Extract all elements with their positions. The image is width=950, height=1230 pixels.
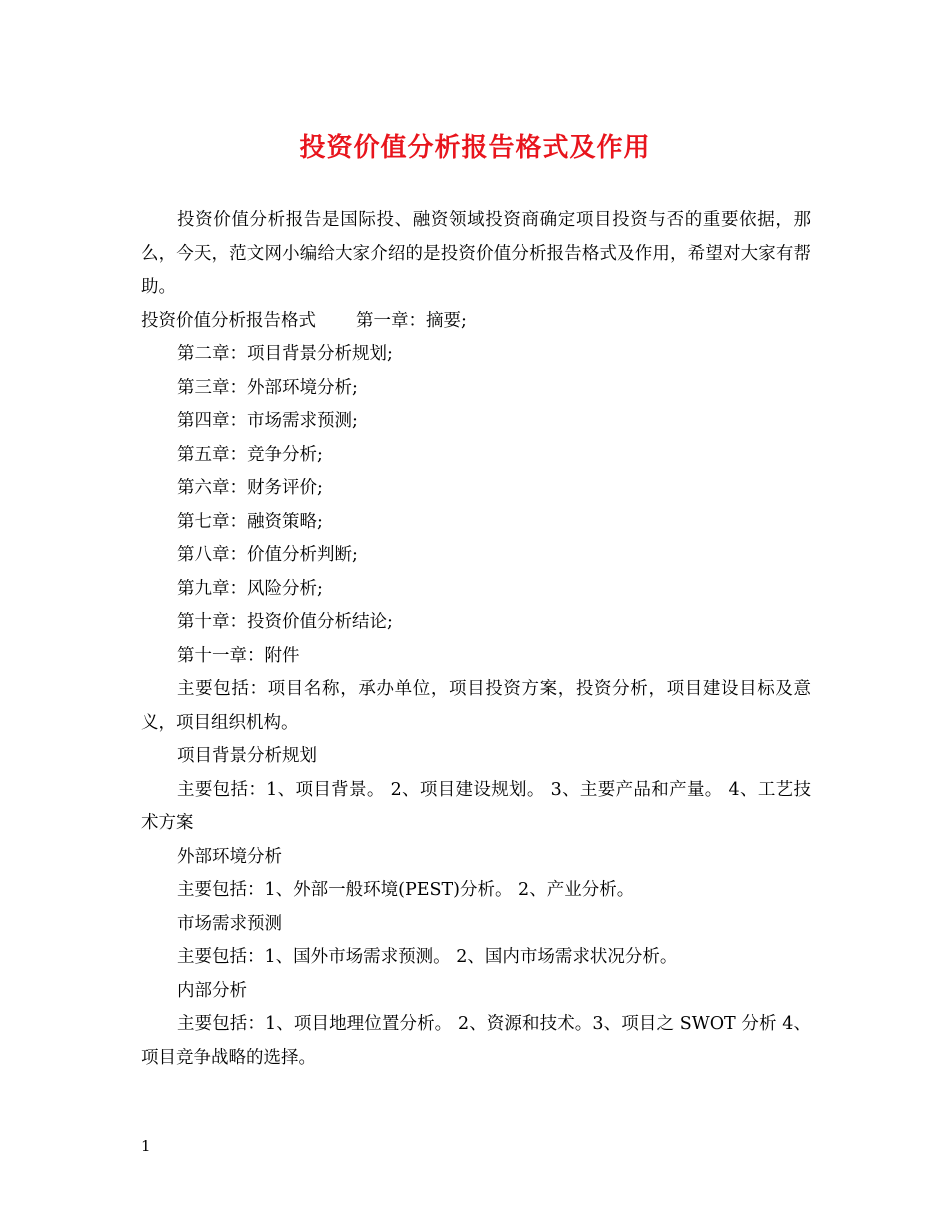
section-contents: 主要包括：1、项目背景。 2、项目建设规划。 3、主要产品和产量。 4、工艺技术方案 [141,779,811,833]
section-heading: 项目背景分析规划 [177,746,317,766]
section-heading: 市场需求预测 [177,913,282,934]
section-contents: 主要包括：1、项目地理位置分析。 2、资源和技术。3、项目之 SWOT 分析 4、项目竞争战略的选择。 [141,1014,811,1068]
chapter-item: 第七章：融资策略; [177,511,323,532]
section-contents: 主要包括：1、国外市场需求预测。 2、国内市场需求状况分析。 [177,947,678,967]
chapter-item: 第三章：外部环境分析; [177,377,358,398]
document-title: 投资价值分析报告格式及作用 [299,133,651,163]
chapter-item: 第八章：价值分析判断; [177,545,358,565]
document-body [141,204,811,1075]
chapter-item: 第二章：项目背景分析规划; [177,344,393,364]
summary-contents: 主要包括：项目名称，承办单位，项目投资方案，投资分析，项目建设目标及意义，项目组织机构。 [141,679,811,733]
chapter-1: 第一章：摘要; [356,310,467,331]
section-contents: 主要包括：1、外部一般环境(PEST)分析。 2、产业分析。 [177,880,635,900]
chapter-item: 第十一章：附件 [177,645,300,666]
chapter-item: 第十章：投资价值分析结论; [177,612,393,632]
format-heading: 投资价值分析报告格式 [141,310,316,331]
section-heading: 内部分析 [177,980,247,1001]
chapter-item: 第六章：财务评价; [177,478,323,498]
page-number: 1 [141,1137,151,1155]
chapter-item: 第九章：风险分析; [177,578,323,599]
section-heading: 外部环境分析 [177,846,282,867]
intro-paragraph: 投资价值分析报告是国际投、融资领域投资商确定项目投资与否的重要依据，那么，今天，范文网小编给大家介绍的是投资价值分析报告格式及作用，希望对大家有帮助。 [141,210,811,297]
format-line [141,305,811,339]
chapter-item: 第五章：竞争分析; [177,444,323,465]
chapter-item: 第四章：市场需求预测; [177,411,358,431]
